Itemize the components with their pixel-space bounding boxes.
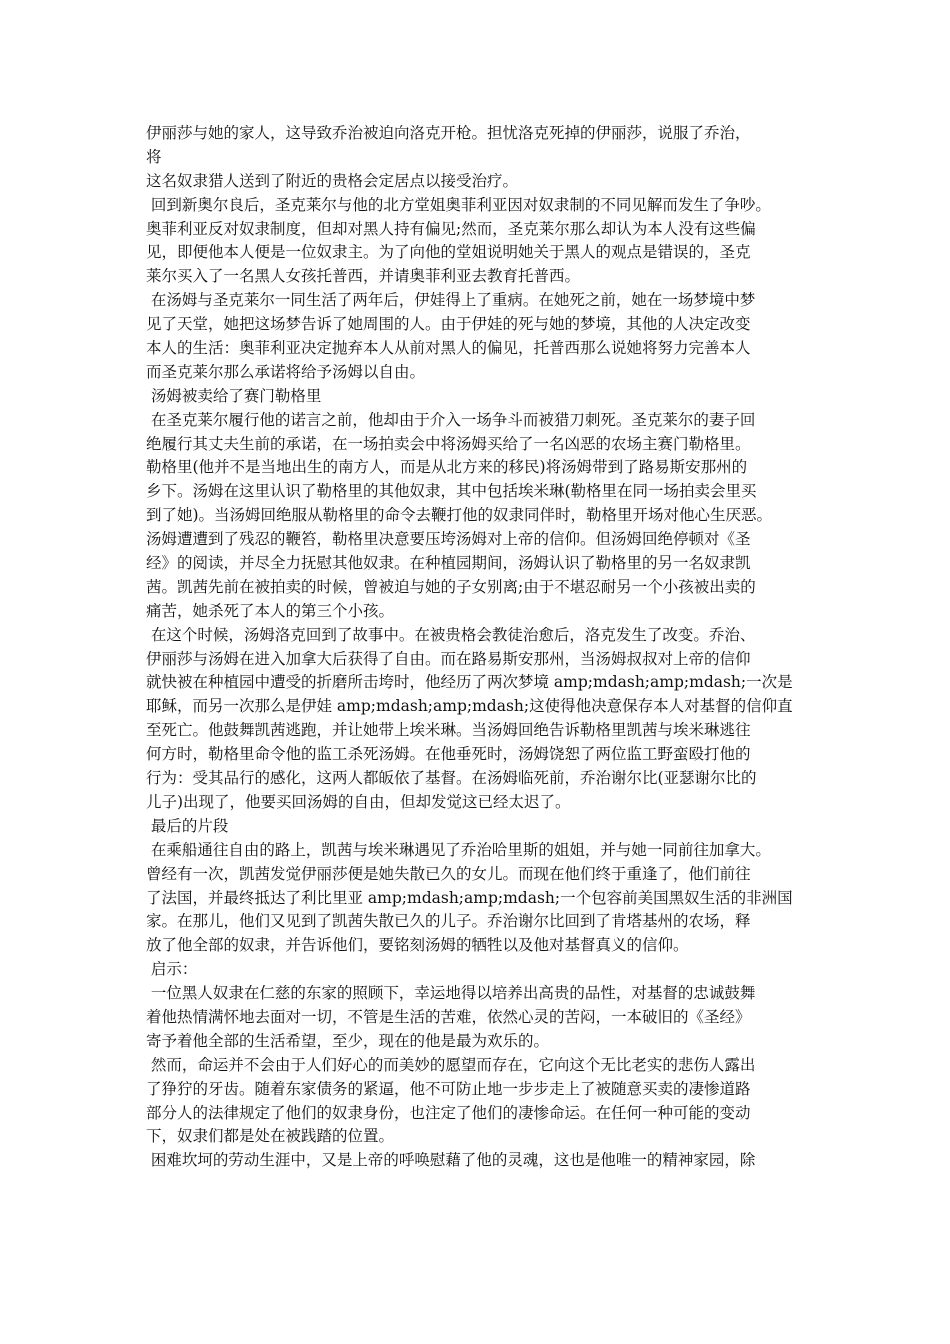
text-line: 放了他全部的奴隶，并告诉他们，要铭刻汤姆的牺牲以及他对基督真义的信仰。 [146,936,689,955]
text-line: 何方时，勒格里命令他的监工杀死汤姆。在他垂死时，汤姆饶恕了两位监工野蛮殴打他的 [146,745,751,764]
text-line: 在圣克莱尔履行他的诺言之前，他却由于介入一场争斗而被猎刀刺死。圣克莱尔的妻子回 [146,410,756,429]
text-line: 在这个时候，汤姆洛克回到了故事中。在被贵格会教徒治愈后，洛克发生了改变。乔治、 [146,625,756,644]
text-line: 曾经有一次，凯茜发觉伊丽莎便是她失散已久的女儿。而现在他们终于重逢了，他们前往 [146,864,751,883]
text-line: 下，奴隶们都是处在被践踏的位置。 [146,1127,395,1146]
text-line: 汤姆被卖给了赛门勒格里 [146,386,322,405]
text-line: 绝履行其丈夫生前的承诺，在一场拍卖会中将汤姆买给了一名凶恶的农场主赛门勒格里。 [146,434,751,453]
text-line: 乡下。汤姆在这里认识了勒格里的其他奴隶，其中包括埃米琳(勒格里在同一场拍卖会里买 [146,482,757,501]
text-line: 本人的生活：奥菲利亚决定抛弃本人从前对黑人的偏见，托普西那么说她将努力完善本人 [146,339,751,358]
text-line: 经》的阅读，并尽全力抚慰其他奴隶。在种植园期间，汤姆认识了勒格里的另一名奴隶凯 [146,554,751,573]
text-line: 耶稣，而另一次那么是伊娃 amp;mdash;amp;mdash;这使得他决意保存本人对基督的信仰直 [146,697,793,716]
text-line: 而圣克莱尔那么承诺将给予汤姆以自由。 [146,362,426,381]
text-line: 行为：受其品行的感化，这两人都皈依了基督。在汤姆临死前，乔治谢尔比(亚瑟谢尔比的 [146,769,757,788]
text-line: 困难坎坷的劳动生涯中，又是上帝的呼唤慰藉了他的灵魂，这也是他唯一的精神家园，除 [146,1151,756,1170]
text-line: 在汤姆与圣克莱尔一同生活了两年后，伊娃得上了重病。在她死之前，她在一场梦境中梦 [146,291,756,310]
text-line: 勒格里(他并不是当地出生的南方人，而是从北方来的移民)将汤姆带到了路易斯安那州的 [146,458,748,477]
text-line: 痛苦，她杀死了本人的第三个小孩。 [146,601,395,620]
text-line: 最后的片段 [146,816,229,835]
text-line: 这名奴隶猎人送到了附近的贵格会定居点以接受治疗。 [146,171,519,190]
text-line: 在乘船通往自由的路上，凯茜与埃米琳遇见了乔治哈里斯的姐姐，并与她一同前往加拿大。 [146,840,771,859]
text-line: 然而，命运并不会由于人们好心的而美妙的愿望而存在，它向这个无比老实的悲伤人露出 [146,1055,756,1074]
document-body [146,122,821,1173]
text-line: 见，即便他本人便是一位奴隶主。为了向他的堂姐说明她关于黑人的观点是错误的，圣克 [146,243,751,262]
text-line: 汤姆遭遭到了残忍的鞭笞，勒格里决意要压垮汤姆对上帝的信仰。但汤姆回绝停顿对《圣 [146,530,751,549]
text-line: 部分人的法律规定了他们的奴隶身份，也注定了他们的凄惨命运。在任何一种可能的变动 [146,1103,751,1122]
text-line: 茜。凯茜先前在被拍卖的时候，曾被迫与她的子女别离;由于不堪忍耐另一个小孩被出卖的 [146,577,756,596]
text-line: 启示： [146,960,198,979]
text-line: 儿子)出现了，他要买回汤姆的自由，但却发觉这已经太迟了。 [146,792,571,811]
text-line: 至死亡。他鼓舞凯茜逃跑，并让她带上埃米琳。当汤姆回绝告诉勒格里凯茜与埃米琳逃往 [146,721,751,740]
text-line: 回到新奥尔良后，圣克莱尔与他的北方堂姐奥菲利亚因对奴隶制的不同见解而发生了争吵。 [146,195,771,214]
text-line: 寄予着他全部的生活希望，至少，现在的他是最为欢乐的。 [146,1031,550,1050]
text-line: 就快被在种植园中遭受的折磨所击垮时，他经历了两次梦境 amp;mdash;amp;mdash;一次是 [146,673,793,692]
text-line: 一位黑人奴隶在仁慈的东家的照顾下，幸运地得以培养出高贵的品性，对基督的忠诚鼓舞 [146,984,756,1003]
text-line: 将 [146,147,162,166]
text-line: 家。在那儿，他们又见到了凯茜失散已久的儿子。乔治谢尔比回到了肯塔基州的农场，释 [146,912,751,931]
text-line: 伊丽莎与她的家人，这导致乔治被迫向洛克开枪。担忧洛克死掉的伊丽莎，说服了乔治， [146,124,751,142]
text-line: 伊丽莎与汤姆在进入加拿大后获得了自由。而在路易斯安那州，当汤姆叔叔对上帝的信仰 [146,649,751,668]
text-line: 了狰狞的牙齿。随着东家债务的紧逼，他不可防止地一步步走上了被随意买卖的凄惨道路 [146,1079,751,1098]
text-line: 见了天堂，她把这场梦告诉了她周围的人。由于伊娃的死与她的梦境，其他的人决定改变 [146,315,751,334]
text-line: 奥菲利亚反对奴隶制度，但却对黑人持有偏见;然而，圣克莱尔那么却认为本人没有这些偏 [146,219,756,238]
text-line: 了法国，并最终抵达了利比里亚 amp;mdash;amp;mdash;一个包容前美国黑奴生活的非洲国 [146,888,793,907]
text-line: 莱尔买入了一名黑人女孩托普西，并请奥菲利亚去教育托普西。 [146,267,581,286]
text-line: 到了她)。当汤姆回绝服从勒格里的命令去鞭打他的奴隶同伴时，勒格里开场对他心生厌恶。 [146,506,773,525]
text-line: 着他热情满怀地去面对一切，不管是生活的苦难，依然心灵的苦闷，一本破旧的《圣经》 [146,1007,751,1026]
